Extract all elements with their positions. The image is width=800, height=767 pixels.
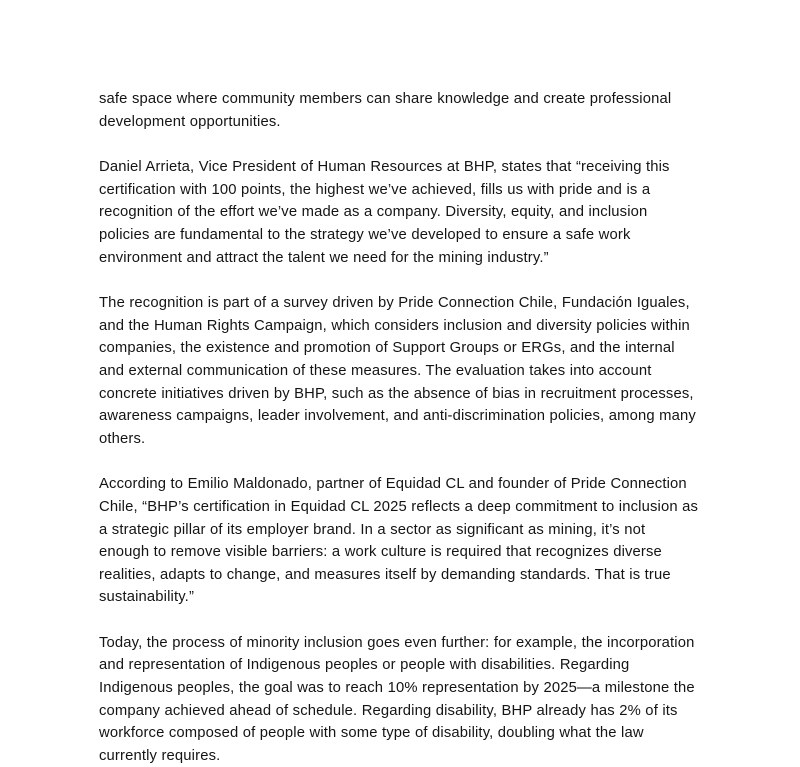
- paragraph-2: Daniel Arrieta, Vice President of Human Resources at BHP, states that “receiving this certification with 100 points, the highest we’ve achieved, fills us with pride and is a recognition of the effort we’ve made as a company. Diversity, equity, and inclusion policies are fundamental to the strategy we’ve developed to ensure a safe work environment and attract the talent we need for the mining industry.”: [99, 159, 670, 266]
- article-body: [99, 88, 699, 767]
- paragraph-4: According to Emilio Maldonado, partner of Equidad CL and founder of Pride Connection Chile, “BHP’s certification in Equidad CL 2025 reflects a deep commitment to inclusion as a strategic pillar of its employer brand. In a sector as significant as mining, it’s not enough to remove visible barriers: a work culture is required that recognizes diverse realities, adapts to change, and measures itself by demanding standards. That is true sustainability.”: [99, 476, 699, 606]
- paragraph-1: safe space where community members can share knowledge and create professional development opportunities.: [99, 91, 672, 130]
- paragraph-3: The recognition is part of a survey driven by Pride Connection Chile, Fundación Iguales, and the Human Rights Campaign, which considers inclusion and diversity policies within companies, the existence and promotion of Support Groups or ERGs, and the internal and external communication of these measures. The evaluation takes into account concrete initiatives driven by BHP, such as the absence of bias in recruitment processes, awareness campaigns, leader involvement, and anti-discrimination policies, among many others.: [99, 295, 696, 447]
- paragraph-5: Today, the process of minority inclusion goes even further: for example, the incorporation and representation of Indigenous peoples or people with disabilities. Regarding Indigenous peoples, the goal was to reach 10% representation by 2025—a milestone the company achieved ahead of schedule. Regarding disability, BHP already has 2% of its workforce composed of people with some type of disability, doubling what the law currently requires.: [99, 634, 695, 764]
